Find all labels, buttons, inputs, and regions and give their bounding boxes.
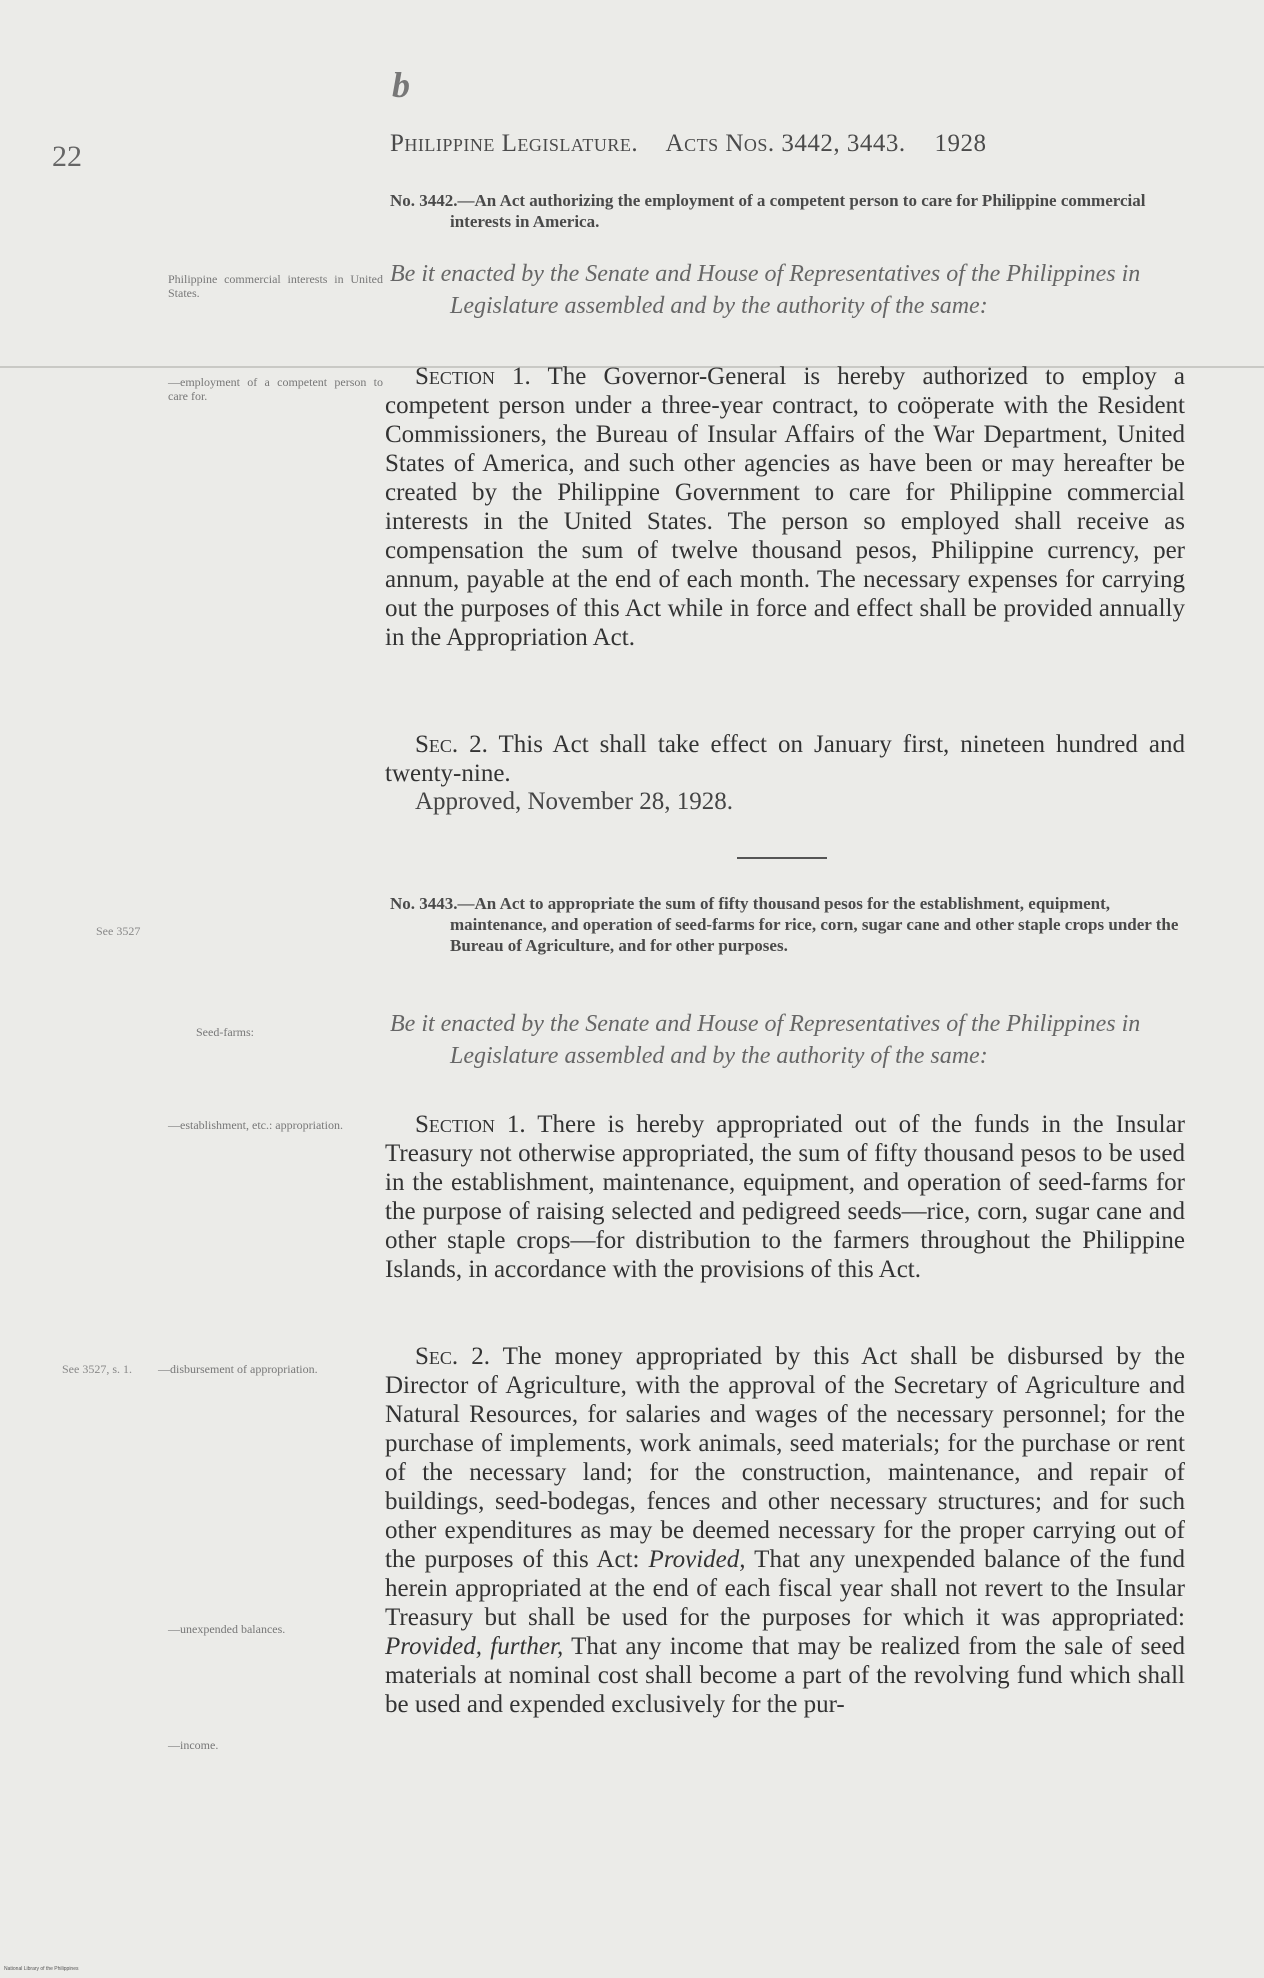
header-acts: Acts Nos. 3442, 3443. <box>665 130 906 157</box>
header-legislature: Philippine Legislature. <box>390 130 639 157</box>
section-label: Section 1. <box>415 1111 526 1138</box>
enact-lead: Be it enacted by the Senate and House of Representatives of <box>390 261 965 287</box>
act-3442-section-2 <box>385 730 1185 788</box>
section-text: That any unexpended balance of the fund herein appropriated at the end of each fiscal year shall not revert to the Insular Treasury but shall be used for the purposes for which it was appropriated: <box>385 1546 1185 1631</box>
margin-note: —income. <box>168 1738 219 1752</box>
proviso: Provided, <box>648 1546 746 1573</box>
act-3443-enacting-clause <box>390 1008 1190 1072</box>
enact-lead: Be it enacted by the Senate and House of Representatives of <box>390 1011 965 1037</box>
cross-reference: See 3527 <box>96 924 141 938</box>
section-text: This Act shall take effect on January first, nineteen hundred and twenty-nine. <box>385 731 1185 787</box>
section-text: There is hereby appropriated out of the funds in the Insular Treasury not otherwise appropriated, the sum of fifty thousand pesos to be used in the establishment, maintenance, equipment, and operation of seed-farms for the purpose of raising selected and pedigreed seeds—rice, corn, sugar cane and other staple crops—for distribution to the farmers throughout the Philippine Islands, in accordance with the provisions of this Act. <box>385 1111 1185 1283</box>
section-text: That any income that may be realized from the sale of seed materials at nominal cost shall become a part of the revolving fund which shall be used and expended exclusively for the pur- <box>385 1633 1185 1718</box>
running-header <box>390 130 1190 158</box>
act-3443-title-text: —An Act to appropriate the sum of fifty thousand pesos for the establishment, equipment, maintenance, and operation of seed-farms for rice, corn, sugar cane and other staple crops under the Bureau of Agriculture, and for other purposes. <box>450 894 1179 955</box>
margin-note: —employment of a competent person to care for. <box>168 375 383 403</box>
section-label: Sec. 2. <box>415 731 488 758</box>
margin-note: Philippine commercial interests in United States. <box>168 272 383 300</box>
act-3443-section-1 <box>385 1110 1185 1284</box>
enact-rest: the Philippines in Legislature assembled and by the authority of the same: <box>450 1011 1141 1069</box>
act-3442-enacting-clause <box>390 258 1190 322</box>
margin-note: Seed-farms: <box>196 1025 254 1039</box>
cross-reference: See 3527, s. 1. <box>62 1362 132 1376</box>
act-3442-number: No. 3442. <box>390 191 458 210</box>
header-year: 1928 <box>934 130 987 157</box>
act-3443-title <box>390 893 1190 956</box>
act-3442-section-1 <box>385 362 1185 652</box>
act-3443-section-2 <box>385 1342 1185 1719</box>
page-number: 22 <box>52 140 82 173</box>
section-text: The Governor-General is hereby authorized to employ a competent person under a three-year contract, to coöperate with the Resident Commissioners, the Bureau of Insular Affairs of the War Department, United States of America, and such other agencies as have been or may hereafter be created by the Philippine Government to care for Philippine commercial interests in the United States. The person so employed shall receive as compensation the sum of twelve thousand pesos, Philippine currency, per annum, payable at the end of each month. The necessary expenses for carrying out the purposes of this Act while in force and effect shall be provided annually in the Appropriation Act. <box>385 363 1185 651</box>
act-3442-title <box>390 190 1190 232</box>
margin-note: —disbursement of appropriation. <box>158 1362 318 1376</box>
corner-mark: b <box>392 65 410 105</box>
section-label: Section 1. <box>415 363 531 390</box>
act-3442-title-text: —An Act authorizing the employment of a competent person to care for Philippine commercial interests in America. <box>450 191 1146 231</box>
proviso: Provided, further, <box>385 1633 564 1660</box>
act-3443-number: No. 3443. <box>390 894 458 913</box>
approval-date: Approved, November 28, 1928. <box>415 788 733 815</box>
footer-credit: National Library of the Philippines <box>4 1966 79 1972</box>
section-divider <box>737 857 827 859</box>
section-label: Sec. 2. <box>415 1343 491 1370</box>
enact-rest: the Philippines in Legislature assembled and by the authority of the same: <box>450 261 1141 319</box>
margin-note: —unexpended balances. <box>168 1622 286 1636</box>
section-text: The money appropriated by this Act shall be disbursed by the Director of Agriculture, with the approval of the Secretary of Agriculture and Natural Resources, for salaries and wages of the necessary personnel; for the purchase of implements, work animals, seed materials; for the purchase or rent of the necessary land; for the construction, maintenance, and repair of buildings, seed-bodegas, fences and other necessary structures; and for such other expenditures as may be deemed necessary for the proper carrying out of the purposes of this Act: <box>385 1343 1185 1573</box>
margin-note: —establishment, etc.: appropriation. <box>168 1118 343 1132</box>
